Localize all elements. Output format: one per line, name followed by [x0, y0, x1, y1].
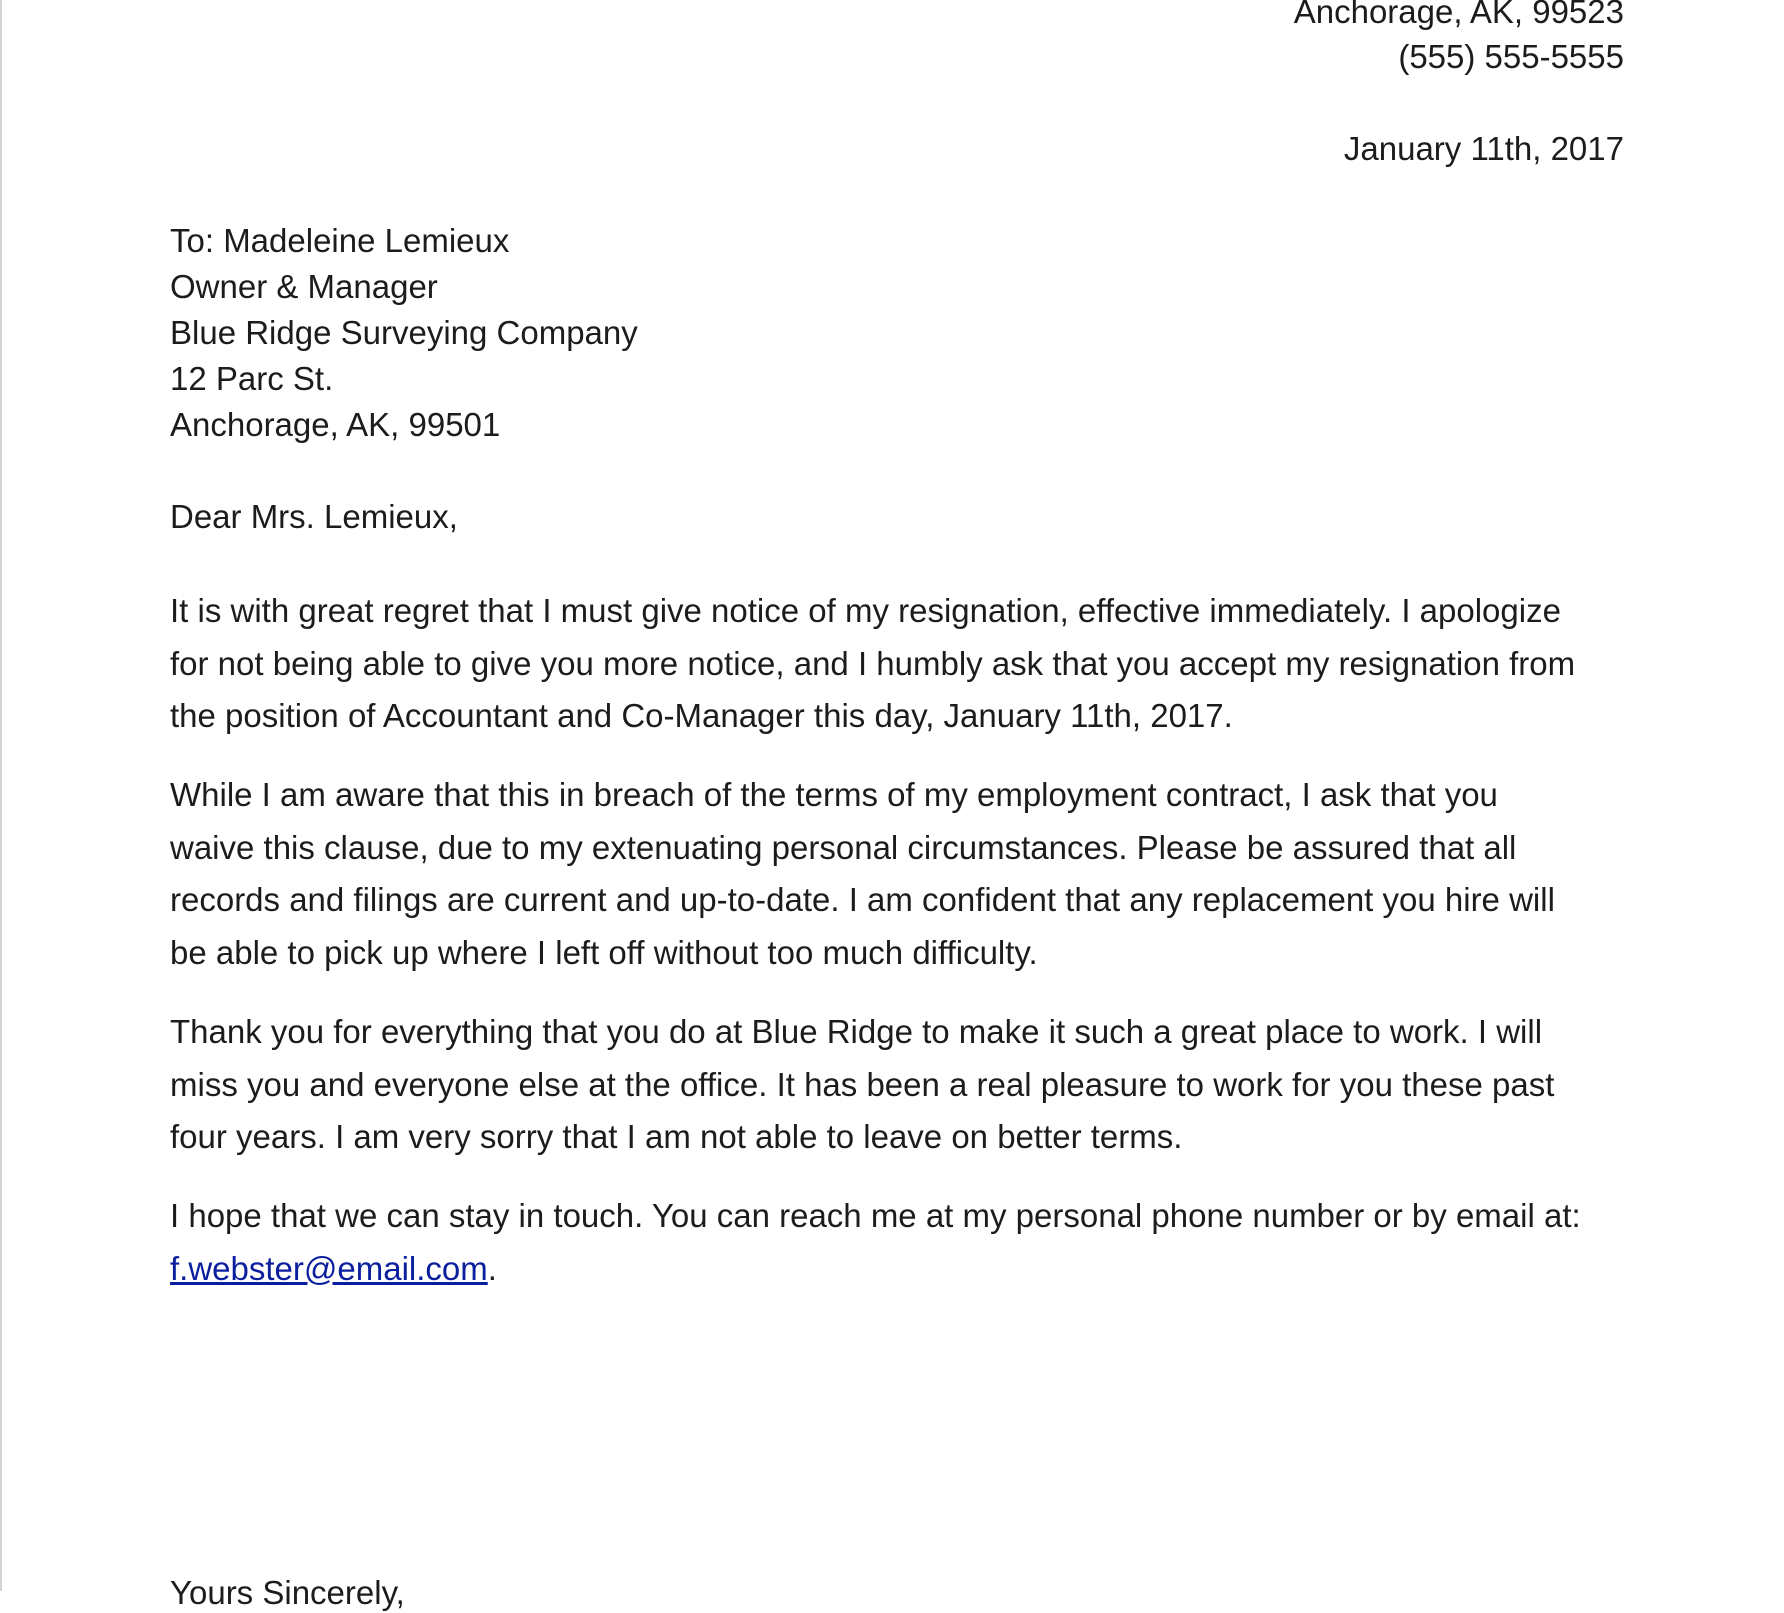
body-paragraph-3	[170, 1006, 1630, 1164]
paragraph-line: It is with great regret that I must give notice of my resignation, effective immediately. I apologize	[170, 592, 1561, 629]
sender-city-line: Anchorage, AK, 99523	[1293, 0, 1624, 30]
paragraph-line: be able to pick up where I left off without too much difficulty.	[170, 933, 1038, 971]
recipient-city-line: Anchorage, AK, 99501	[170, 406, 501, 443]
sender-phone: (555) 555-5555	[1398, 38, 1624, 75]
email-line	[170, 1243, 1630, 1296]
paragraph-line: for not being able to give you more notice, and I humbly ask that you accept my resignation from	[170, 644, 1576, 682]
recipient-street: 12 Parc St.	[170, 360, 334, 397]
recipient-company: Blue Ridge Surveying Company	[170, 314, 638, 351]
paragraph-line: miss you and everyone else at the office. It has been a real pleasure to work for you these past	[170, 1065, 1555, 1103]
email-trailing-period: .	[487, 1249, 497, 1287]
paragraph-line: waive this clause, due to my extenuating personal circumstances. Please be assured that all	[170, 828, 1517, 866]
paragraph-line: Thank you for everything that you do at Blue Ridge to make it such a great place to work. I will	[170, 1013, 1543, 1050]
body-paragraph-2	[170, 769, 1630, 979]
paragraph-line: four years. I am very sorry that I am not able to leave on better terms.	[170, 1118, 1183, 1155]
email-link[interactable]: f.webster@email.com	[170, 1249, 488, 1287]
letter-date: January 11th, 2017	[1343, 130, 1624, 167]
paragraph-line: the position of Accountant and Co-Manager this day, January 11th, 2017.	[170, 697, 1233, 734]
recipient-title: Owner & Manager	[170, 268, 438, 305]
body-paragraph-1	[170, 585, 1630, 743]
contact-paragraph	[170, 1190, 1630, 1295]
paragraph-line: While I am aware that this in breach of the terms of my employment contract, I ask that you	[170, 776, 1498, 813]
closing: Yours Sincerely,	[170, 1574, 405, 1611]
paragraph-line: I hope that we can stay in touch. You can reach me at my personal phone number or by email at:	[170, 1197, 1581, 1234]
salutation: Dear Mrs. Lemieux,	[170, 498, 458, 535]
recipient-to-line: To: Madeleine Lemieux	[170, 222, 510, 259]
paragraph-line: records and filings are current and up-to-date. I am confident that any replacement you hire will	[170, 881, 1555, 918]
